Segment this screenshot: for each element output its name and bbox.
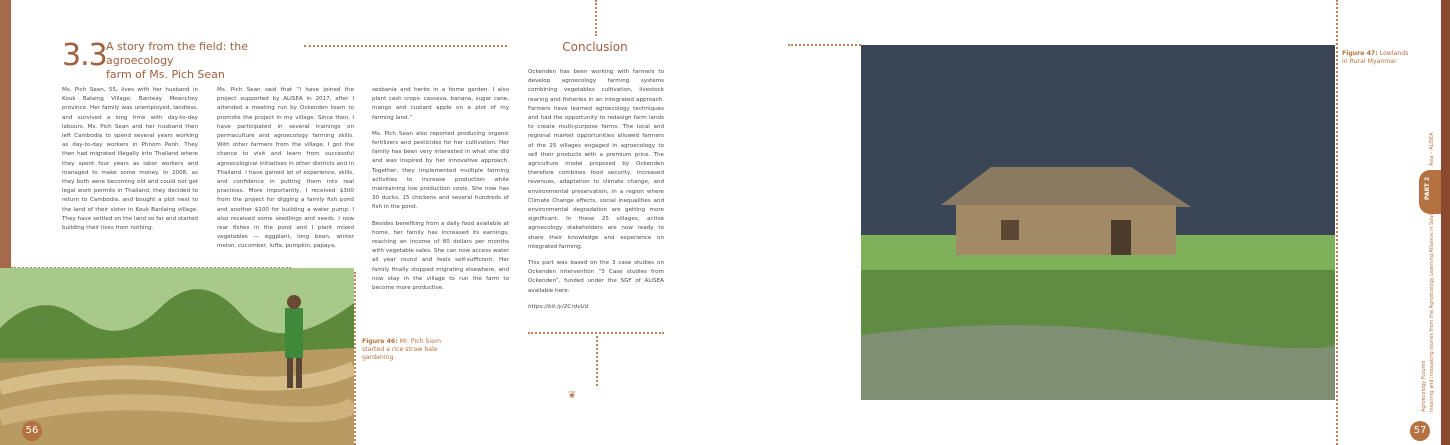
conclusion-bottom-dotted-rule [528,332,664,334]
column-2-text: Ms. Pich Sean said that “I have joined the project supported by ALISEA in 2017, after I attended a meeting run by Ockenden team to promote the project in my village. Since then, I have participated in several trainings on permaculture and agroecology farming skills. With other farmers from the village, I got the chance to visit and learn from successful agroecological initiatives in other districts and in Thailand. I have gained lot of experience, skills, and confidence in putting them into real practices. More importantly, I received $300 from the project for digging a family fish pond and another $100 for building a water pump. I also received some seedlings and seeds. I now rear fishes in the pond and I plant mixed vegetables — eggplant, long bean, winter melon, cucumber, luffa, pumpkin, papaya, [217,87,354,250]
figure-46-text: Mr. Pich Siem started a rice straw bale gardening [362,338,441,361]
column-3-para-1: sesbania and herbs in a home garden. I also plant cash crops- cassava, banana, sugar cane, mango and custard apple on a plot of my farming land.” [372,87,509,121]
part-tab-label: PART 2 [1424,176,1431,200]
conclusion-link[interactable]: https://bit.ly/2CrdvUd [528,303,589,310]
section-title-line1: A story from the field: the agroecology [106,40,248,67]
page-number-left: 56 [22,421,42,441]
section-title-line2: farm of Ms. Pich Sean [106,68,225,81]
photo-right-dotted-rule [354,272,356,445]
right-edge-bar [1441,0,1450,445]
side-running-head-2: Agroecology Futures [1421,360,1427,412]
conclusion-vertical-dotted-rule [596,336,598,386]
side-running-head-3: Inspiring and innovating stories from the Agroecology Learning Alliance in South East [1429,198,1435,412]
figure-47-label: Figure 47: [1342,50,1378,57]
section-number: 3.3 [62,38,107,73]
header-dotted-rule [304,45,507,47]
myanmar-lowlands-photo [861,45,1335,400]
myanmar-lowlands-illustration [861,45,1335,400]
column-3-para-3: Besides benefiting from a daily food available at home, her family has increased its earnings, reaching an income of 80 dollars per months with vegetable sales. She can now access water all year round and feels self-sufficient. Her family finally stopped migrating elsewhere, and now stay in the village to run the farm to become more productive. [372,220,509,292]
conclusion-title: Conclusion [562,40,628,54]
column-3-para-2: Ms. Pich Sean also reported producing organic fertilizers and pesticides for her cultivation. Her family has been very interested in what she did and was inspired by her innovative approach. Together, they implemented multiple farming activities to increase production while maintaining low production costs. She now has 30 ducks, 15 chickens and several hundreds of fish in the pond. [372,130,509,211]
conclusion-para-1: Ockenden has been working with farmers to develop agroecology farming systems combining vegetables cultivation, livestock rearing and fisheries in an integrated approach. Farmers have learned agroecology techniques and had the opportunity to redesign farm lands to create multi-purpose farms. The local and regional market opportunities allowed farmers of the 25 villages engaged in agroecology to sell their products with a premium price. The agriculture model proposed by Ockenden therefore combines food security, increased revenues, adaptation to climate change, and environmental preservation, in a region where Climate Change effects, social inequalities and environmental degradation are getting more significant. In these 25 villages, active agroecology stakeholders are now ready to share their knowledge and experience on integrated farming. [528,69,664,250]
column-2 [217,86,354,259]
leaf-ornament-icon: ❦ [568,390,577,401]
farm-photo-illustration [0,268,354,445]
right-margin-dotted-rule [1336,0,1338,445]
page-number-right: 57 [1410,421,1430,441]
conclusion-column [528,68,664,319]
column-1 [62,86,198,240]
right-header-dotted-rule [788,44,861,46]
left-edge-bar [0,0,11,268]
conclusion-para-2: This part was based on the 3 case studies on Ockenden intervention “3 Case studies from Ockenden”, funded under the SGF of ALISEA available here: [528,260,664,294]
figure-46-caption [362,338,452,362]
figure-47-caption [1342,50,1412,66]
figure-47-text: Lowlands in Rural Myanmar [1342,50,1409,65]
column-3 [372,86,509,300]
column-1-text: Ms. Pich Sean, 55, lives with her husband in Kouk Balaing Village, Banteay Meanchey province. Her family was unemployed, landless, and survived a long time with day-to-day labours. Ms. Pich Sean and her husband then left Cambodia to spend several years working as day-to-day workers in Phnom Penh. They then had migrated illegally into Thailand where they spent four years as labor workers and managed to make some money. In 2008, as they both were becoming old and could not get legal work permits in Thailand, they decided to return to Cambodia, and bought a plot next to the land of their sister in Kouk Banlaing village. They have settled on the land so far and started building their lives from nothing. [62,87,198,232]
section-title [106,40,306,82]
figure-46-label: Figure 46: [362,338,398,345]
conclusion-top-dotted-rule [595,0,597,36]
farm-photo [0,268,354,445]
side-running-head-1: Asia – ALISEA [1429,132,1435,166]
